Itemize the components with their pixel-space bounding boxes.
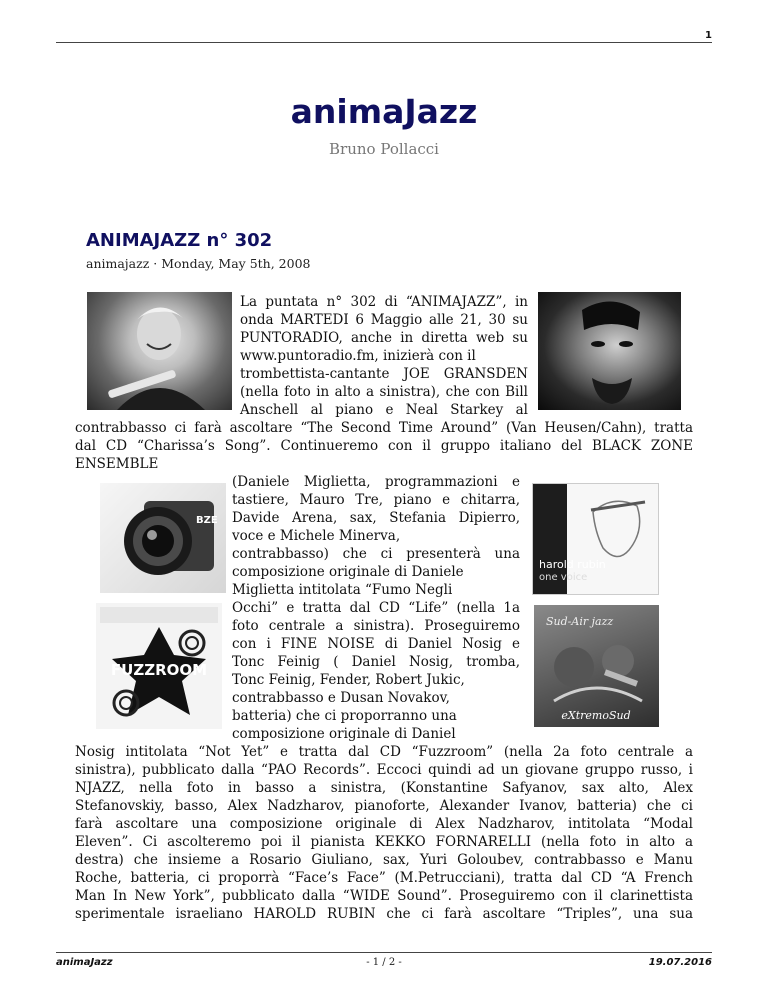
photo-cd-life-bze bbox=[100, 483, 226, 593]
bze-logo: BZE bbox=[196, 515, 218, 526]
one-voice-title: one voice bbox=[539, 572, 588, 583]
extremosud-label: eXtremoSud bbox=[561, 709, 631, 722]
body-line: Tonc Feinig, Fender, Robert Jukic, bbox=[232, 672, 465, 688]
footer-page-indicator: - 1 / 2 - bbox=[366, 957, 402, 968]
body-line: Man In New York”, pubblicato dalla “WIDE Sound”. Proseguiremo con il clarinettista bbox=[75, 888, 693, 904]
body-line: tastiere, Mauro Tre, piano e chitarra, bbox=[232, 492, 520, 508]
post-meta: animajazz · Monday, May 5th, 2008 bbox=[86, 256, 311, 271]
body-line: Roche, batteria, ci proporrà “Face’s Face” (M.Petrucciani), tratta dal CD “A French bbox=[75, 870, 693, 886]
body-line: contrabbasso ci farà ascoltare “The Second Time Around” (Van Heusen/Cahn), tratta bbox=[75, 420, 693, 436]
body-line: composizione originale di Daniele bbox=[232, 564, 464, 580]
site-subtitle: Bruno Pollacci bbox=[329, 140, 439, 158]
body-line: La puntata n° 302 di “ANIMAJAZZ”, in bbox=[240, 294, 528, 310]
photo-joe-gransden bbox=[87, 292, 232, 410]
body-line: (Daniele Miglietta, programmazioni e bbox=[232, 474, 520, 490]
body-line: con i FINE NOISE di Daniel Nosig e bbox=[232, 636, 520, 652]
fuzzroom-logo: FUZZROOM bbox=[110, 661, 208, 679]
body-line: NJAZZ, nella foto in basso a sinistra, (Konstantine Safyanov, sax alto, Alex bbox=[75, 780, 693, 796]
photo-kekko-fornarelli bbox=[538, 292, 681, 410]
body-line: Nosig intitolata “Not Yet” e tratta dal CD “Fuzzroom” (nella 2a foto centrale a bbox=[75, 744, 693, 760]
sud-air-jazz-label: Sud-Air jazz bbox=[546, 615, 614, 628]
site-title[interactable]: animaJazz bbox=[290, 92, 478, 131]
body-line: composizione originale di Daniel bbox=[232, 726, 456, 742]
photo-cd-harold-rubin bbox=[532, 483, 659, 595]
harold-rubin-title: harold rubin bbox=[539, 558, 606, 571]
body-line: contrabbasso e Dusan Novakov, bbox=[232, 690, 450, 706]
post-title[interactable]: ANIMAJAZZ n° 302 bbox=[86, 230, 273, 251]
body-line: onda MARTEDI 6 Maggio alle 21, 30 su bbox=[240, 312, 528, 328]
photo-cd-extremosud bbox=[534, 605, 659, 727]
footer-date: 19.07.2016 bbox=[648, 957, 712, 968]
body-line: (nella foto in alto a sinistra), che con Bill bbox=[240, 384, 528, 400]
body-line: voce e Michele Minerva, bbox=[232, 528, 401, 544]
body-line: batteria) che ci proporranno una bbox=[232, 708, 457, 724]
body-line: farà ascoltare una composizione originale di Alex Nadzharov, intitolata “Modal bbox=[75, 816, 693, 832]
body-line: Miglietta intitolata “Fumo Negli bbox=[232, 582, 453, 598]
body-line: Tonc Feinig ( Daniel Nosig, tromba, bbox=[232, 654, 520, 670]
body-line: www.puntoradio.fm, inizierà con il bbox=[240, 348, 476, 364]
body-line: ENSEMBLE bbox=[75, 456, 159, 472]
body-line: trombettista-cantante JOE GRANSDEN bbox=[240, 366, 528, 382]
header-rule bbox=[56, 42, 712, 43]
body-line: PUNTORADIO, anche in diretta web su bbox=[240, 330, 528, 346]
page-number: 1 bbox=[705, 30, 712, 41]
body-line: Stefanovskiy, basso, Alex Nadzharov, pianoforte, Alexander Ivanov, batteria) che ci bbox=[75, 798, 693, 814]
body-line: contrabbasso) che ci presenterà una bbox=[232, 546, 520, 562]
body-line: sinistra), pubblicato dalla “PAO Records”. Eccoci quindi ad un giovane gruppo russo, i bbox=[75, 762, 693, 778]
body-line: Occhi” e tratta dal CD “Life” (nella 1a bbox=[232, 600, 520, 616]
body-line: foto centrale a sinistra). Proseguiremo bbox=[232, 618, 520, 634]
body-line: sperimentale israeliano HAROLD RUBIN che ci farà ascoltare “Triples”, una sua bbox=[75, 906, 693, 922]
footer-site-name: animaJazz bbox=[56, 957, 113, 968]
body-line: Davide Arena, sax, Stefania Dipierro, bbox=[232, 510, 520, 526]
photo-cd-fuzzroom bbox=[96, 603, 222, 729]
body-line: Eleven”. Ci ascolteremo poi il pianista KEKKO FORNARELLI (nella foto in alto a bbox=[75, 834, 693, 850]
body-line: destra) che insieme a Rosario Giuliano, sax, Yuri Goloubev, contrabbasso e Manu bbox=[75, 852, 693, 868]
body-line: Anschell al piano e Neal Starkey al bbox=[240, 402, 528, 418]
body-line: dal CD “Charissa’s Song”. Continueremo con il gruppo italiano del BLACK ZONE bbox=[75, 438, 693, 454]
footer-rule bbox=[56, 952, 712, 953]
